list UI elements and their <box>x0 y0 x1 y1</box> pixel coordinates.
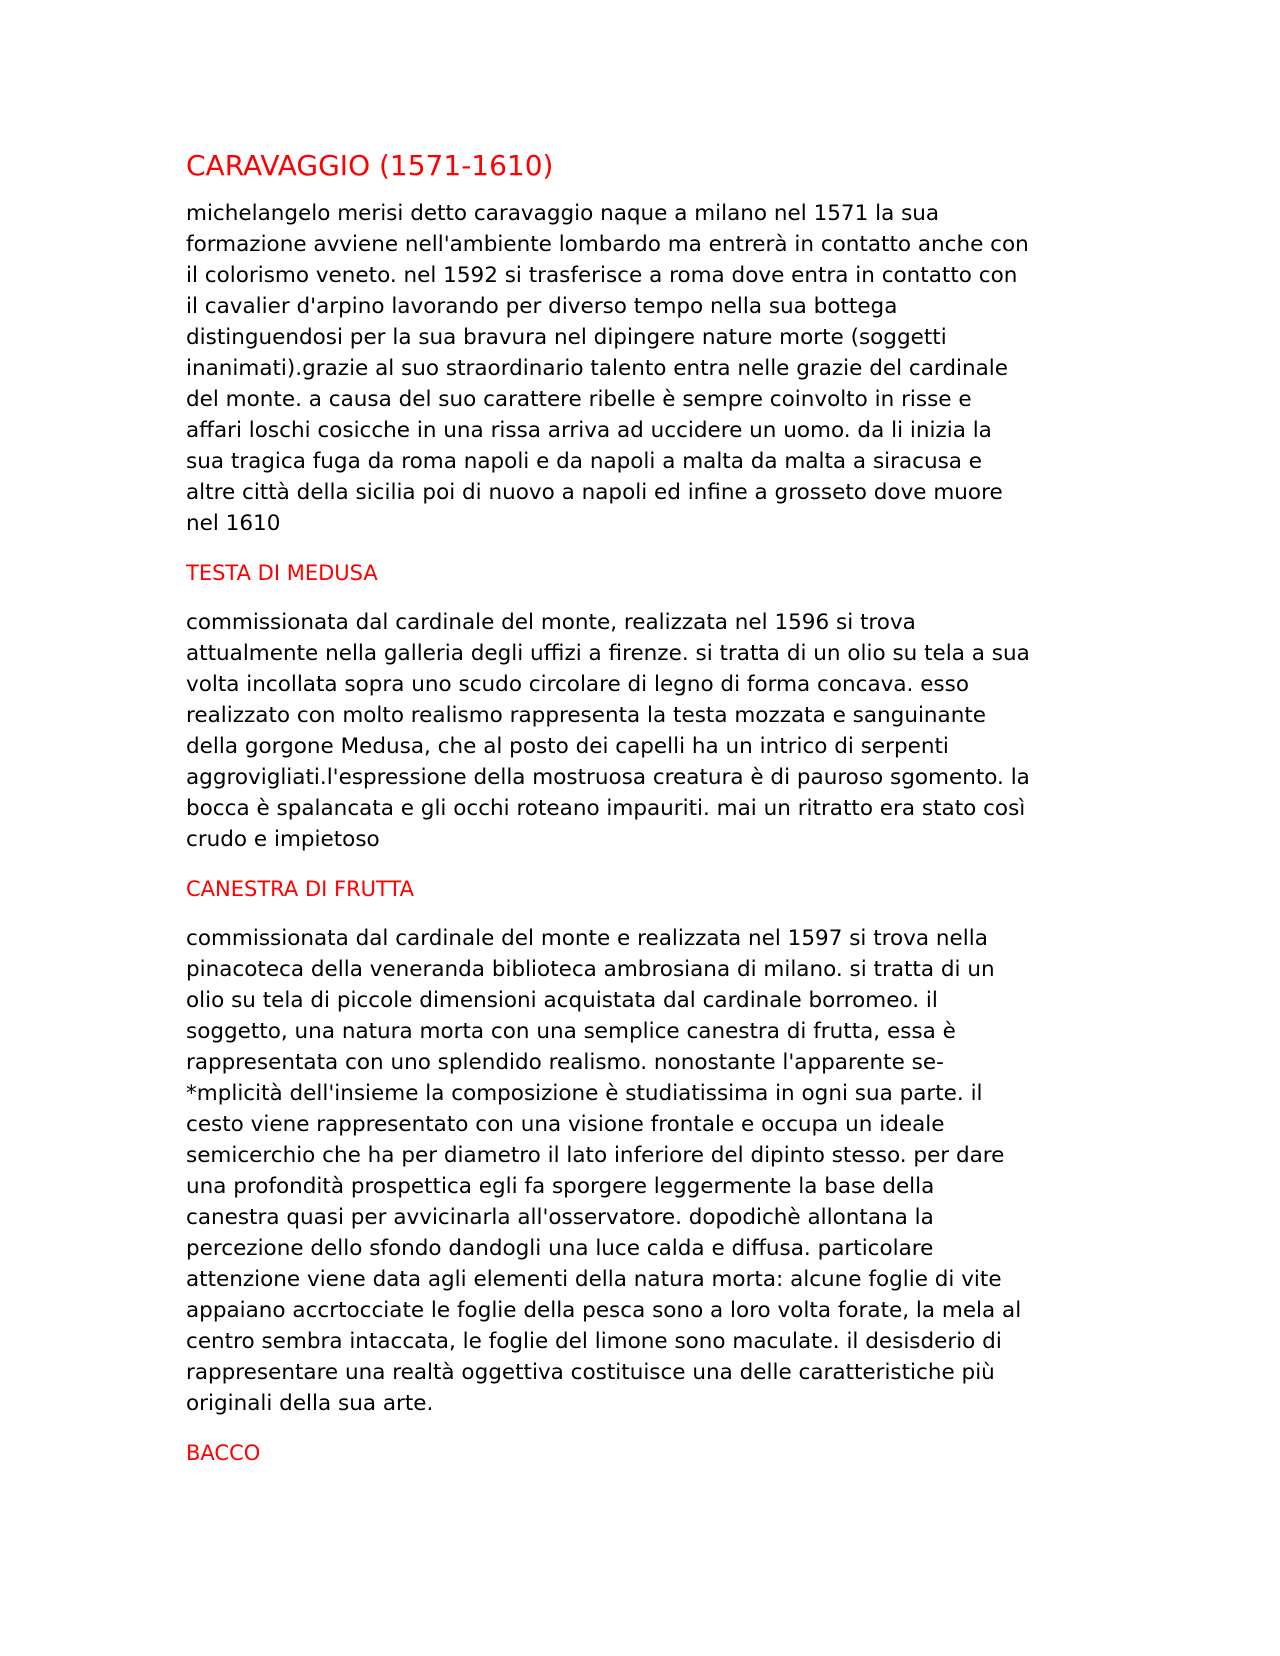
document-content <box>186 148 1090 1468</box>
section-heading-testa-di-medusa: TESTA DI MEDUSA <box>186 561 378 585</box>
section-body-canestra-di-frutta: commissionata dal cardinale del monte e realizzata nel 1597 si trova nella pinacoteca della veneranda biblioteca ambrosiana di milano. si tratta di un olio su tela di piccole dimensioni acquistata dal cardinale borromeo. il soggetto, una natura morta con una semplice canestra di frutta, essa è rappresentata con uno splendido realismo. nonostante l'apparente se- *mplicità dell'insieme la composizione è studiatissima in ogni sua parte. il cesto viene rappresentato con una visione frontale e occupa un ideale semicerchio che ha per diametro il lato inferiore del dipinto stesso. per dare una profondità prospettica egli fa sporgere leggermente la base della canestra quasi per avvicinarla all'osservatore. dopodichè allontana la percezione dello sfondo dandogli una luce calda e diffusa. particolare attenzione viene data agli elementi della natura morta: alcune foglie di vite appaiano accrtocciate le foglie della pesca sono a loro volta forate, la mela al centro sembra intaccata, le foglie del limone sono maculate. il desisderio di rappresentare una realtà oggettiva costituisce una delle caratteristiche più originali della sua arte. <box>186 926 1022 1416</box>
section-heading-bacco: BACCO <box>186 1441 261 1465</box>
section-body-testa-di-medusa: commissionata dal cardinale del monte, realizzata nel 1596 si trova attualmente nella galleria degli uffizi a firenze. si tratta di un olio su tela a sua volta incollata sopra uno scudo circolare di legno di forma concava. esso realizzato con molto realismo rappresenta la testa mozzata e sanguinante della gorgone Medusa, che al posto dei capelli ha un intrico di serpenti aggrovigliati.l'espressione della mostruosa creatura è di pauroso sgomento. la bocca è spalancata e gli occhi roteano impauriti. mai un ritratto era stato così crudo e impietoso <box>186 610 1030 852</box>
intro-paragraph: michelangelo merisi detto caravaggio naque a milano nel 1571 la sua formazione avviene nell'ambiente lombardo ma entrerà in contatto anche con il colorismo veneto. nel 1592 si trasferisce a roma dove entra in contatto con il cavalier d'arpino lavorando per diverso tempo nella sua bottega distinguendosi per la sua bravura nel dipingere nature morte (soggetti inanimati).grazie al suo straordinario talento entra nelle grazie del cardinale del monte. a causa del suo carattere ribelle è sempre coinvolto in risse e affari loschi cosicche in una rissa arriva ad uccidere un uomo. da li inizia la sua tragica fuga da roma napoli e da napoli a malta da malta a siracusa e altre città della sicilia poi di nuovo a napoli ed infine a grosseto dove muore nel 1610 <box>186 201 1029 536</box>
section-heading-canestra-di-frutta: CANESTRA DI FRUTTA <box>186 877 415 901</box>
document-title: CARAVAGGIO (1571-1610) <box>186 149 554 182</box>
